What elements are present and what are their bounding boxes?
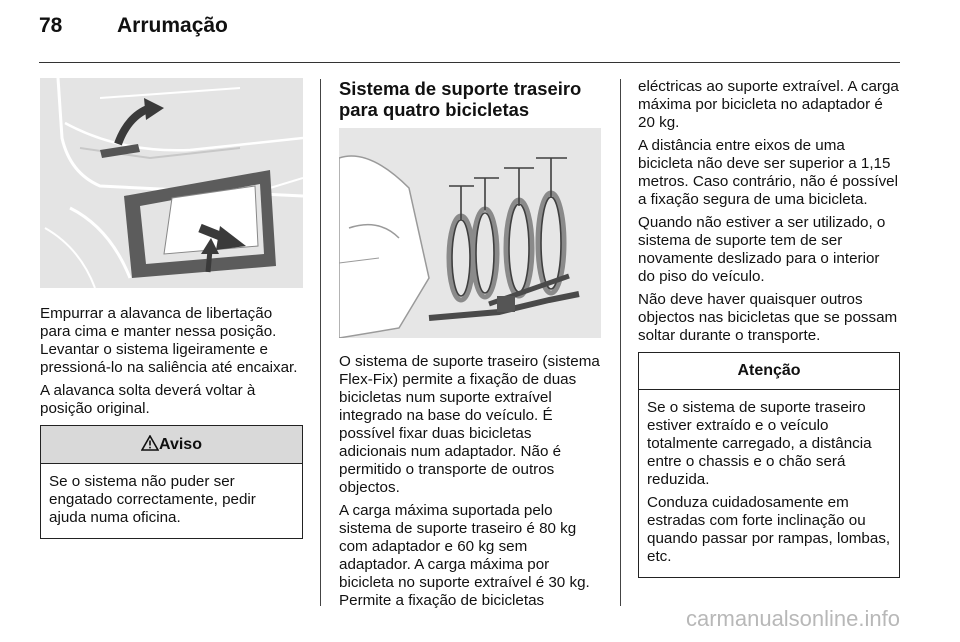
body-paragraph: eléctricas ao suporte extraível. A carga máxima por bicicleta no adaptador é 20 kg. xyxy=(638,78,899,131)
column-middle xyxy=(339,78,601,615)
warning-box xyxy=(40,425,303,539)
column-divider-1 xyxy=(320,79,321,606)
caution-text: Conduza cuidadosamente em estradas com forte inclinação ou quando passar por rampas, lombas, etc. xyxy=(647,494,891,565)
body-paragraph: A carga máxima suportada pelo sistema de suporte traseiro é 80 kg com adaptador e 60 kg sem adaptador. A carga máxima por bicicleta no suporte extraível é 30 kg. Permite a fixação de bicicletas xyxy=(339,502,590,609)
warning-triangle-icon xyxy=(141,435,159,451)
section-title: Sistema de suporte traseiro para quatro bicicletas xyxy=(339,78,582,120)
instruction-paragraph: A alavanca solta deverá voltar à posição original. xyxy=(40,382,256,417)
bicycle-carrier-illustration xyxy=(339,128,601,338)
warning-title: Aviso xyxy=(159,436,202,453)
bumper-carrier-drawing xyxy=(40,78,303,288)
body-paragraph: Não deve haver quaisquer outros objectos nas bicicletas que se possam soltar durante o transporte. xyxy=(638,291,898,344)
body-paragraph: Quando não estiver a ser utilizado, o sistema de suporte tem de ser novamente deslizado para o interior do piso do veículo. xyxy=(638,214,886,285)
watermark-text: carmanualsonline.info xyxy=(685,606,900,631)
warning-text: Se o sistema não puder ser engatado correctamente, pedir ajuda numa oficina. xyxy=(49,473,256,526)
page-number: 78 xyxy=(39,14,63,37)
header-divider xyxy=(39,62,900,63)
release-lever-illustration xyxy=(40,78,303,288)
bikes-on-carrier-drawing xyxy=(339,128,601,338)
warning-box-header xyxy=(41,426,302,464)
body-paragraph: O sistema de suporte traseiro (sistema Flex-Fix) permite a fixação de duas bicicletas num suporte extraível integrado na base do veículo. É possível fixar duas bicicletas adicionais num adaptador. Não é permitido o transporte de outros objectos. xyxy=(339,353,600,496)
instruction-paragraph: Empurrar a alavanca de libertação para cima e manter nessa posição. Levantar o sistema ligeiramente e pressioná-lo na saliência até encaixar. xyxy=(40,305,298,376)
page-title: Arrumação xyxy=(117,14,228,37)
column-left xyxy=(40,78,303,539)
column-divider-2 xyxy=(620,79,621,606)
caution-box-header: Atenção xyxy=(639,353,899,390)
body-paragraph: A distância entre eixos de uma bicicleta não deve ser superior a 1,15 metros. Caso contrário, não é possível a fixação segura de uma bicicleta. xyxy=(638,137,898,208)
caution-text: Se o sistema de suporte traseiro estiver extraído e o veículo totalmente carregado, a distância entre o chassis e o chão será reduzida. xyxy=(647,399,872,488)
column-right xyxy=(638,78,900,578)
caution-box xyxy=(638,352,900,578)
